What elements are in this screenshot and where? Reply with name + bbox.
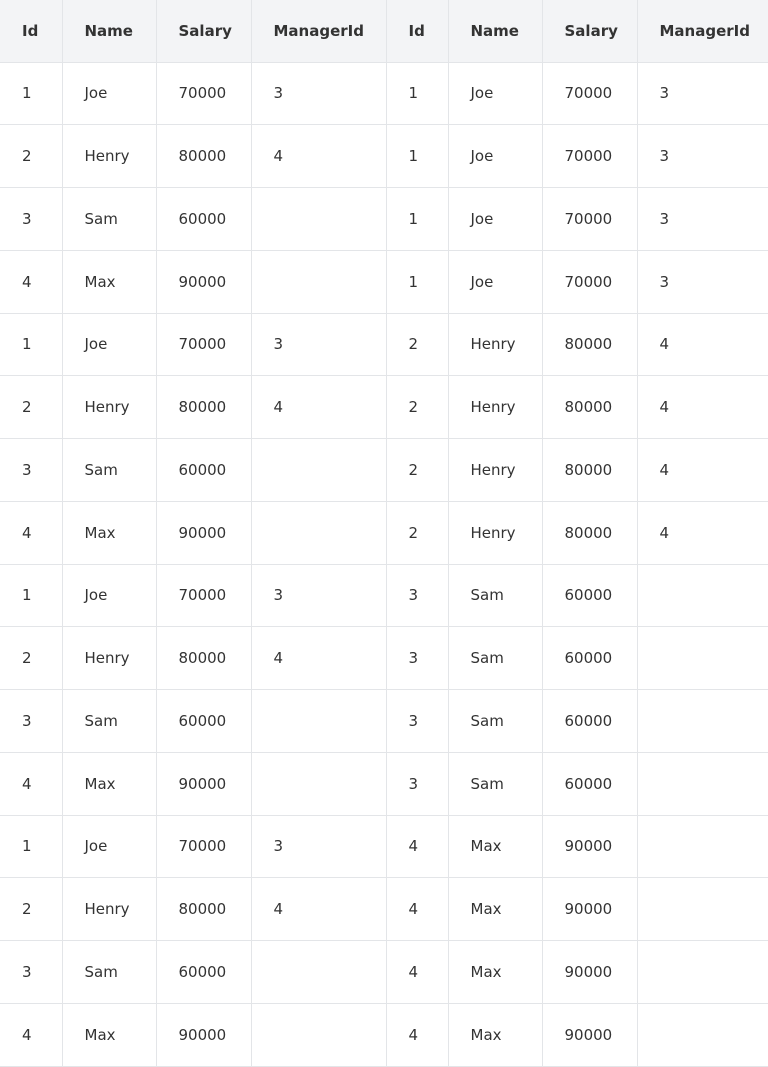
cell-managerid-2: 4 bbox=[637, 313, 768, 376]
cell-name-1: Joe bbox=[62, 815, 156, 878]
cell-id-1: 3 bbox=[0, 941, 62, 1004]
cell-managerid-1: 4 bbox=[251, 878, 386, 941]
cell-salary-1: 60000 bbox=[156, 188, 251, 251]
header-id-2: Id bbox=[386, 0, 448, 62]
cell-salary-1: 70000 bbox=[156, 62, 251, 125]
cell-name-2: Henry bbox=[448, 501, 542, 564]
cell-name-2: Joe bbox=[448, 125, 542, 188]
cell-salary-1: 90000 bbox=[156, 752, 251, 815]
cell-name-2: Max bbox=[448, 815, 542, 878]
cell-managerid-1 bbox=[251, 250, 386, 313]
cell-name-1: Max bbox=[62, 1003, 156, 1066]
cell-id-1: 4 bbox=[0, 501, 62, 564]
cell-managerid-1: 4 bbox=[251, 627, 386, 690]
cell-salary-2: 90000 bbox=[542, 941, 637, 1004]
cell-id-2: 2 bbox=[386, 439, 448, 502]
cell-name-1: Sam bbox=[62, 941, 156, 1004]
cell-name-1: Sam bbox=[62, 439, 156, 502]
cell-id-2: 4 bbox=[386, 878, 448, 941]
cell-id-1: 4 bbox=[0, 752, 62, 815]
cell-salary-2: 70000 bbox=[542, 188, 637, 251]
cell-id-2: 4 bbox=[386, 815, 448, 878]
cell-salary-1: 90000 bbox=[156, 1003, 251, 1066]
cell-salary-1: 80000 bbox=[156, 125, 251, 188]
cell-salary-2: 60000 bbox=[542, 627, 637, 690]
header-salary-1: Salary bbox=[156, 0, 251, 62]
cell-managerid-2 bbox=[637, 752, 768, 815]
cell-salary-2: 80000 bbox=[542, 439, 637, 502]
cell-id-1: 1 bbox=[0, 62, 62, 125]
header-id-1: Id bbox=[0, 0, 62, 62]
table-row bbox=[0, 564, 768, 627]
header-name-2: Name bbox=[448, 0, 542, 62]
cell-managerid-2 bbox=[637, 690, 768, 753]
table-row bbox=[0, 313, 768, 376]
cell-managerid-2 bbox=[637, 878, 768, 941]
cell-name-2: Henry bbox=[448, 376, 542, 439]
cell-managerid-1: 3 bbox=[251, 815, 386, 878]
header-salary-2: Salary bbox=[542, 0, 637, 62]
header-name-1: Name bbox=[62, 0, 156, 62]
cell-id-1: 1 bbox=[0, 313, 62, 376]
cell-name-1: Joe bbox=[62, 313, 156, 376]
cell-id-2: 1 bbox=[386, 125, 448, 188]
cell-salary-1: 80000 bbox=[156, 376, 251, 439]
cell-id-1: 1 bbox=[0, 564, 62, 627]
cell-name-1: Joe bbox=[62, 564, 156, 627]
cell-id-1: 2 bbox=[0, 878, 62, 941]
cell-salary-2: 80000 bbox=[542, 501, 637, 564]
cell-managerid-1 bbox=[251, 752, 386, 815]
cell-id-2: 1 bbox=[386, 250, 448, 313]
cell-name-2: Joe bbox=[448, 188, 542, 251]
cell-id-2: 3 bbox=[386, 627, 448, 690]
table-row bbox=[0, 1003, 768, 1066]
cell-salary-1: 90000 bbox=[156, 250, 251, 313]
cell-id-1: 3 bbox=[0, 690, 62, 753]
cell-salary-1: 80000 bbox=[156, 878, 251, 941]
cell-name-1: Henry bbox=[62, 878, 156, 941]
cell-managerid-2: 3 bbox=[637, 62, 768, 125]
cell-name-2: Sam bbox=[448, 564, 542, 627]
cell-name-2: Sam bbox=[448, 752, 542, 815]
cell-id-1: 4 bbox=[0, 1003, 62, 1066]
table-row bbox=[0, 250, 768, 313]
cell-managerid-1: 3 bbox=[251, 62, 386, 125]
cell-name-1: Max bbox=[62, 501, 156, 564]
cell-managerid-2: 4 bbox=[637, 501, 768, 564]
cell-salary-2: 60000 bbox=[542, 752, 637, 815]
cell-managerid-1: 3 bbox=[251, 313, 386, 376]
cell-salary-2: 90000 bbox=[542, 815, 637, 878]
cell-salary-2: 70000 bbox=[542, 62, 637, 125]
table-row bbox=[0, 627, 768, 690]
cell-name-1: Max bbox=[62, 752, 156, 815]
cell-managerid-1: 4 bbox=[251, 125, 386, 188]
cell-managerid-2 bbox=[637, 1003, 768, 1066]
cell-salary-1: 80000 bbox=[156, 627, 251, 690]
cell-id-2: 3 bbox=[386, 752, 448, 815]
cell-id-2: 2 bbox=[386, 501, 448, 564]
cell-id-2: 4 bbox=[386, 941, 448, 1004]
cell-salary-1: 60000 bbox=[156, 690, 251, 753]
cell-id-1: 2 bbox=[0, 125, 62, 188]
cell-salary-2: 90000 bbox=[542, 1003, 637, 1066]
cell-id-1: 3 bbox=[0, 188, 62, 251]
cell-id-2: 3 bbox=[386, 564, 448, 627]
cell-id-1: 2 bbox=[0, 376, 62, 439]
cell-salary-2: 90000 bbox=[542, 878, 637, 941]
cell-salary-2: 60000 bbox=[542, 690, 637, 753]
cell-id-1: 2 bbox=[0, 627, 62, 690]
cell-salary-1: 60000 bbox=[156, 439, 251, 502]
cell-id-2: 2 bbox=[386, 313, 448, 376]
cell-managerid-1 bbox=[251, 188, 386, 251]
cell-name-1: Sam bbox=[62, 188, 156, 251]
cell-id-2: 3 bbox=[386, 690, 448, 753]
table-row bbox=[0, 878, 768, 941]
cell-name-1: Sam bbox=[62, 690, 156, 753]
cell-name-1: Henry bbox=[62, 627, 156, 690]
table-row bbox=[0, 439, 768, 502]
cell-name-1: Max bbox=[62, 250, 156, 313]
cell-salary-1: 90000 bbox=[156, 501, 251, 564]
cell-id-2: 4 bbox=[386, 1003, 448, 1066]
header-managerid-1: ManagerId bbox=[251, 0, 386, 62]
cell-salary-1: 70000 bbox=[156, 815, 251, 878]
cell-id-2: 1 bbox=[386, 62, 448, 125]
table-row bbox=[0, 941, 768, 1004]
cell-managerid-1: 4 bbox=[251, 376, 386, 439]
cell-managerid-2 bbox=[637, 941, 768, 1004]
cell-managerid-2: 3 bbox=[637, 188, 768, 251]
cell-salary-1: 60000 bbox=[156, 941, 251, 1004]
cell-salary-2: 80000 bbox=[542, 313, 637, 376]
cell-name-2: Max bbox=[448, 878, 542, 941]
cell-salary-2: 80000 bbox=[542, 376, 637, 439]
cell-name-1: Henry bbox=[62, 376, 156, 439]
cell-managerid-1 bbox=[251, 1003, 386, 1066]
cell-managerid-2 bbox=[637, 564, 768, 627]
cell-salary-2: 60000 bbox=[542, 564, 637, 627]
cell-id-2: 2 bbox=[386, 376, 448, 439]
cell-managerid-2: 3 bbox=[637, 125, 768, 188]
table-row bbox=[0, 125, 768, 188]
cell-salary-2: 70000 bbox=[542, 125, 637, 188]
table-row bbox=[0, 501, 768, 564]
cell-salary-1: 70000 bbox=[156, 564, 251, 627]
header-managerid-2: ManagerId bbox=[637, 0, 768, 62]
cell-name-1: Joe bbox=[62, 62, 156, 125]
table-body bbox=[0, 62, 768, 1066]
cell-id-2: 1 bbox=[386, 188, 448, 251]
table-row bbox=[0, 752, 768, 815]
cell-managerid-2 bbox=[637, 815, 768, 878]
cell-name-2: Sam bbox=[448, 690, 542, 753]
cell-salary-2: 70000 bbox=[542, 250, 637, 313]
table-header bbox=[0, 0, 768, 62]
cell-id-1: 4 bbox=[0, 250, 62, 313]
cell-managerid-2 bbox=[637, 627, 768, 690]
cell-managerid-1 bbox=[251, 439, 386, 502]
cell-id-1: 3 bbox=[0, 439, 62, 502]
cell-managerid-2: 4 bbox=[637, 439, 768, 502]
cell-id-1: 1 bbox=[0, 815, 62, 878]
cell-name-2: Joe bbox=[448, 250, 542, 313]
cell-managerid-1 bbox=[251, 690, 386, 753]
table-row bbox=[0, 376, 768, 439]
cell-name-1: Henry bbox=[62, 125, 156, 188]
cell-name-2: Max bbox=[448, 1003, 542, 1066]
cell-name-2: Joe bbox=[448, 62, 542, 125]
table-row bbox=[0, 188, 768, 251]
cell-managerid-2: 3 bbox=[637, 250, 768, 313]
cell-managerid-1: 3 bbox=[251, 564, 386, 627]
table-row bbox=[0, 690, 768, 753]
cell-name-2: Henry bbox=[448, 439, 542, 502]
cell-name-2: Max bbox=[448, 941, 542, 1004]
cell-salary-1: 70000 bbox=[156, 313, 251, 376]
table-row bbox=[0, 815, 768, 878]
cell-name-2: Henry bbox=[448, 313, 542, 376]
cell-name-2: Sam bbox=[448, 627, 542, 690]
cell-managerid-1 bbox=[251, 941, 386, 1004]
cell-managerid-2: 4 bbox=[637, 376, 768, 439]
cell-managerid-1 bbox=[251, 501, 386, 564]
header-row bbox=[0, 0, 768, 62]
table-row bbox=[0, 62, 768, 125]
